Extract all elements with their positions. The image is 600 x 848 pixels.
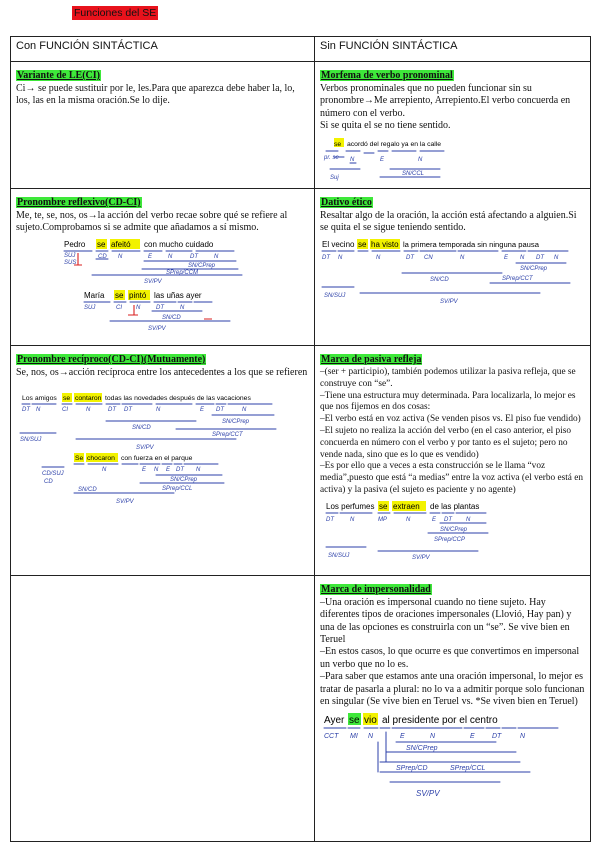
ann-sn: SN/CCL <box>402 170 425 177</box>
ann-dt: DT <box>492 733 502 741</box>
sketch1-subject: Los amigos <box>22 395 57 403</box>
sketch-rest: la primera temporada sin ninguna pausa <box>403 239 539 249</box>
ann2-dt: DT <box>176 467 184 474</box>
ann-n3: N <box>460 254 465 261</box>
ann2-sv-pv: SV/PV <box>116 499 134 506</box>
ann-dt3: DT <box>536 254 544 261</box>
sketch2-verb: pintó <box>129 290 147 300</box>
cell-text: Ci→ se puede sustituir por le, les.Para que aparezca debe haber la, lo, los, las en la misma oración.Se lo dije. <box>16 83 295 107</box>
ann-dt: DT <box>22 407 30 414</box>
document-title: Funciones del SE <box>74 7 157 19</box>
ann-cct: CCT <box>324 733 339 741</box>
ann-sn-cprep: SN/CPrep <box>188 262 216 269</box>
sketch1-verb: afeitó <box>111 239 131 249</box>
ann2-ci: CI <box>116 304 122 311</box>
ann-n2: N <box>86 407 91 414</box>
ann-sv-pv: SV/PV <box>440 298 458 305</box>
sketch1-rest: todas las novedades después de las vacaciones <box>105 395 251 403</box>
sketch1-subject: Pedro <box>64 239 86 249</box>
ann-e2: E <box>470 733 475 741</box>
ann-n4: N <box>520 254 525 261</box>
analysis-sketch-impersonalidad <box>320 712 586 822</box>
cell-variante-le <box>11 62 315 189</box>
ann-n: N <box>118 253 123 260</box>
cell-pronombre-reciproco <box>11 346 315 576</box>
cell-heading: Dativo ético <box>321 197 372 208</box>
ann2-n2: N <box>154 467 159 474</box>
ann-sn-cprep: SN/CPrep <box>520 265 548 272</box>
ann-mi: MI <box>350 733 358 741</box>
analysis-sketch-dativo <box>320 239 586 323</box>
ann2-sn-cprep: SN/CPrep <box>170 477 198 484</box>
ann-e: E <box>200 407 205 414</box>
ann-sn-suj: SN/SUJ <box>324 292 346 299</box>
ann-n2: N <box>406 516 411 523</box>
sketch1-se: se <box>97 239 106 249</box>
ann2-n: N <box>136 304 141 311</box>
header-row <box>11 37 591 62</box>
analysis-sketch-reciproco <box>16 383 308 525</box>
ann-e: E <box>380 156 385 163</box>
ann-sprep-cd: SPrep/CD <box>396 765 428 773</box>
ann-n3: N <box>466 516 471 523</box>
ann-mp: MP <box>378 516 387 523</box>
ann-sprep-cct: SPrep/CCT <box>502 275 533 282</box>
ann-n3: N <box>214 253 219 260</box>
ann-sn-cd: SN/CD <box>132 425 151 432</box>
ann2-cd-suj: CD/SUJ <box>42 471 64 478</box>
ann-suj: SUJ <box>64 252 76 259</box>
ann-sn-cd: SN/CD <box>430 276 449 283</box>
ann-e: E <box>432 516 437 523</box>
ann-n: N <box>36 407 41 414</box>
ann-n5: N <box>554 254 559 261</box>
ann-dt4: DT <box>216 407 224 414</box>
ann2-e: E <box>142 467 147 474</box>
cell-heading: Morfema de verbo pronominal <box>321 70 453 81</box>
ann-n: N <box>350 156 355 163</box>
ann-sprep-ccp: SPrep/CCP <box>434 536 466 543</box>
cell-pasiva-refleja <box>315 346 591 576</box>
ann-sv-pv: SV/PV <box>136 445 154 452</box>
ann-sn-suj: SN/SUJ <box>328 552 350 559</box>
cell-heading: Variante de LE(CI) <box>17 70 100 81</box>
sketch1-verb: contaron <box>75 395 102 403</box>
sketch2-rest: las uñas ayer <box>154 290 202 300</box>
analysis-sketch-pasiva <box>320 501 586 573</box>
ann-pr-se: pr. se <box>324 154 339 161</box>
sketch-se: se <box>379 501 388 511</box>
ann-n: N <box>368 733 374 741</box>
underline-strokes <box>322 251 570 293</box>
sketch2-se: Se <box>75 455 84 463</box>
ann2-n2: N <box>180 304 185 311</box>
ann-dt2: DT <box>444 516 452 523</box>
ann-n2: N <box>168 253 173 260</box>
sketch-ayer: Ayer <box>324 715 345 727</box>
ann-sv-pv: SV/PV <box>416 789 440 799</box>
sketch-se: se <box>358 239 367 249</box>
ann-dt2: DT <box>108 407 116 414</box>
sketch1-rest: con mucho cuidado <box>144 239 214 249</box>
ann-sv-pv: SV/PV <box>144 278 162 285</box>
ann2-suj: SUJ <box>84 304 96 311</box>
ann-n2: N <box>430 733 436 741</box>
header-left: Con FUNCIÓN SINTÁCTICA <box>11 37 315 62</box>
ann-n2: N <box>376 254 381 261</box>
ann-sv-pv: SV/PV <box>412 554 430 561</box>
sketch-rest: al presidente por el centro <box>382 715 498 727</box>
ann-dt3: DT <box>124 407 132 414</box>
ann-sprep-ccl: SPrep/CCL <box>450 765 486 773</box>
cell-text: –(ser + participio), también podemos utilizar la pasiva refleja, que se construye con “se”. –Tiene una estructura muy determinada. Para localizarla, lo mejor es que nos fijemos en dos cosas: –El verbo está en voz activa (Se venden pisos vs. El piso fue vendido) –El sujeto no realiza la acción del verbo (en el caso anterior, el piso concuerda en número con el verbo y por tanto es el sujeto; pero no vende nada, sino que es lo que es vendido) –Es por ello que a veces a esta construcción se le llama “voz media”,puesto que está “a medias” entre la voz activa (el verbo está en activa) y la pasiva (el sujeto es paciente y no agente) <box>320 367 584 495</box>
ann2-sn-cd: SN/CD <box>162 314 181 321</box>
cell-heading: Pronombre recíproco(CD-CI)(Mutuamente) <box>17 354 206 365</box>
ann-sn-cprep: SN/CPrep <box>222 419 250 426</box>
ann2-sn-cd: SN/CD <box>78 487 97 494</box>
cell-pronombre-reflexivo <box>11 189 315 346</box>
cell-impersonalidad <box>315 575 591 841</box>
cell-heading: Pronombre reflexivo(CD-CI) <box>17 197 141 208</box>
sketch-subject: Los perfumes <box>326 501 375 511</box>
sketch-verb: vio <box>364 715 377 727</box>
bracket-strokes <box>378 732 386 772</box>
sketch-rest: acordó del regalo ya en la calle <box>347 140 442 148</box>
ann-e: E <box>400 733 405 741</box>
analysis-sketch-morfema <box>320 137 586 185</box>
ann-sprep-ccm: SPrep/CCM <box>166 269 199 276</box>
ann-sn-cprep: SN/CPrep <box>440 526 468 533</box>
sketch-se: se <box>349 715 360 727</box>
ann2-n: N <box>102 467 107 474</box>
ann-cd: CD <box>98 253 107 260</box>
analysis-sketch-reflexivo <box>16 239 308 333</box>
cell-heading: Marca de impersonalidad <box>321 583 431 595</box>
sketch-verb: ha visto <box>371 239 399 249</box>
ann2-cd: CD <box>44 479 53 486</box>
ann-sus: SUS <box>64 259 77 266</box>
cell-text: –Una oración es impersonal cuando no tiene sujeto. Hay diferentes tipos de oraciones impersonales (Llovió, Hay pan) y una de las opciones es construirla con un “se”. Se vive bien en Teruel –En estos casos, lo que ocurre es que convertimos en impersonal un verbo que no lo es. –Para saber que estamos ante una oración impersonal, lo mejor es tratar de pasarla a plural: no lo va a admitir porque solo funcionan en singular (Se vive bien en Teruel vs. *Se viven bien en Teruel) <box>320 596 585 708</box>
ann2-n3: N <box>196 467 201 474</box>
ann-e: E <box>148 253 153 260</box>
ann-n: N <box>338 254 343 261</box>
cell-text: Me, te, se, nos, os→la acción del verbo recae sobre qué se refiere al sujeto.Comprobamos si se admite que añadamos a sí mismo. <box>16 210 288 234</box>
sketch2-subject: María <box>84 290 105 300</box>
ann-dt: DT <box>190 253 198 260</box>
ann-dt: DT <box>322 254 330 261</box>
ann-n3: N <box>156 407 161 414</box>
sketch1-se: se <box>63 395 71 403</box>
cell-empty <box>11 575 315 841</box>
ann2-sprep-ccl: SPrep/CCL <box>162 486 193 493</box>
cell-morfema-pronominal <box>315 62 591 189</box>
ann-e: E <box>504 254 509 261</box>
ann-sn-cprep: SN/CPrep <box>406 745 438 753</box>
ann-dt2: DT <box>406 254 414 261</box>
cell-dativo-etico <box>315 189 591 346</box>
ann-n3: N <box>520 733 526 741</box>
sketch-rest: de las plantas <box>430 501 480 511</box>
underline-strokes <box>326 151 444 177</box>
ann-n2: N <box>418 156 423 163</box>
ann-n: N <box>350 516 355 523</box>
ann2-e2: E <box>166 467 171 474</box>
sketch2-se: se <box>115 290 124 300</box>
sketch2-rest: con fuerza en el parque <box>121 455 193 463</box>
sketch2-verb: chocaron <box>87 455 115 463</box>
cell-heading: Marca de pasiva refleja <box>321 354 422 365</box>
cell-text: Se, nos, os→acción recíproca entre los antecedentes a los que se refieren <box>16 367 308 378</box>
ann-ci: CI <box>62 407 68 414</box>
ann-dt: DT <box>326 516 334 523</box>
header-right: Sin FUNCIÓN SINTÁCTICA <box>315 37 591 62</box>
sketch-verb: extraen <box>393 501 420 511</box>
ann-n4: N <box>242 407 247 414</box>
ann2-sv-pv: SV/PV <box>148 325 166 332</box>
sketch-subject: El vecino <box>322 239 355 249</box>
ann-sn-suj: SN/SUJ <box>20 437 42 444</box>
cell-text: Verbos pronominales que no pueden funcionar sin su pronombre→Me arrepiento, Arrepiento.El verbo concuerda en número con el verbo. Si se quita el se no tiene sentido. <box>320 83 571 132</box>
ann-sprep-cct: SPrep/CCT <box>212 432 243 439</box>
functions-table <box>10 36 591 842</box>
ann2-dt: DT <box>156 304 164 311</box>
cell-text: Resaltar algo de la oración, la acción está afectando a alguien.Si se quita el se sigue teniendo sentido. <box>320 210 577 234</box>
sketch-se: se <box>334 140 342 148</box>
ann-cn: CN <box>424 254 433 261</box>
ann-suj: Suj <box>330 174 339 181</box>
